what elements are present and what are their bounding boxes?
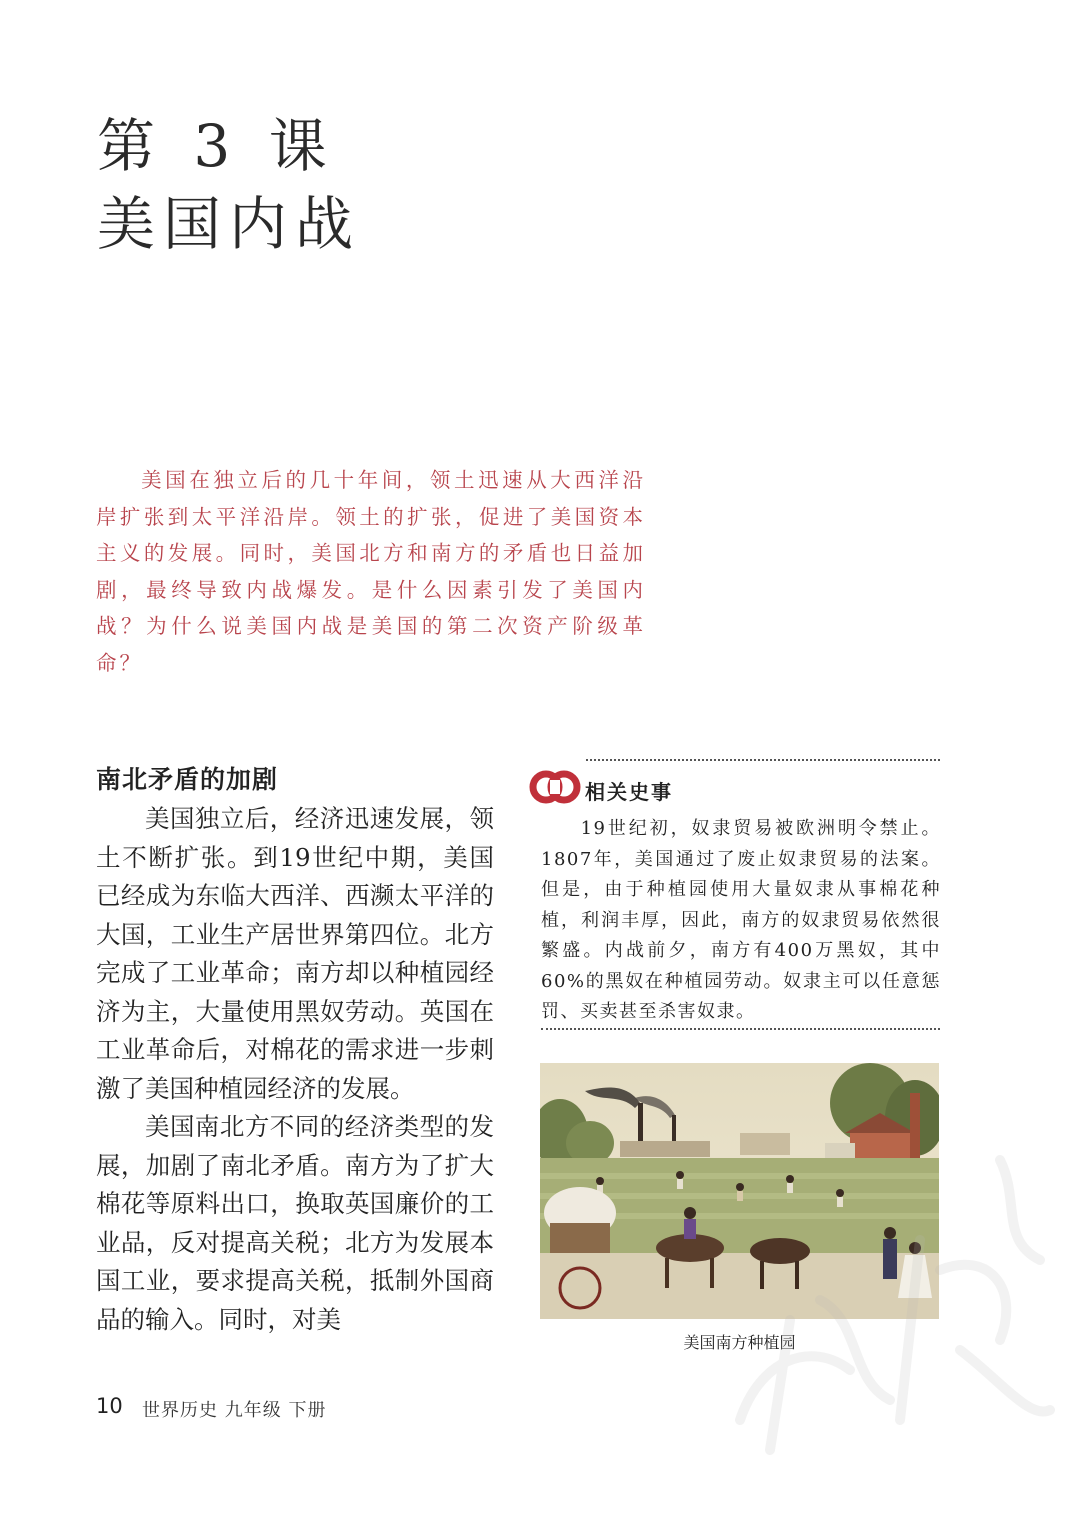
lesson-number: 第 3 课	[97, 112, 337, 180]
section-body	[96, 800, 494, 1339]
watermark-graphic	[700, 1120, 1080, 1500]
sidebar-heading: 相关史事	[585, 780, 673, 804]
figure-caption: 美国南方种植园	[683, 1333, 796, 1352]
body-paragraph-1: 美国独立后，经济迅速发展，领土不断扩张。到19世纪中期，美国已经成为东临大西洋、西濒太平洋的大国，工业生产居世界第四位。北方完成了工业革命；南方却以种植园经济为主，大量使用黑奴劳动。英国在工业革命后，对棉花的需求进一步刺激了美国种植园经济的发展。	[96, 804, 494, 1103]
section-title: 南北矛盾的加剧	[96, 765, 279, 794]
sidebar-bottom-divider	[541, 1028, 940, 1030]
sidebar-top-divider	[586, 759, 940, 761]
lesson-title: 美国内战	[97, 190, 362, 258]
sidebar-text: 19世纪初，奴隶贸易被欧洲明令禁止。1807年，美国通过了废止奴隶贸易的法案。但是，由于种植园使用大量奴隶从事棉花种植，利润丰厚，因此，南方的奴隶贸易依然很繁盛。内战前夕，南方有400万黑奴，其中60%的黑奴在种植园劳动。奴隶主可以任意惩罚、买卖甚至杀害奴隶。	[541, 818, 941, 1022]
book-title: 世界历史 九年级 下册	[142, 1400, 327, 1421]
page-number: 10	[96, 1394, 123, 1418]
related-history-icon	[529, 765, 581, 809]
body-paragraph-2: 美国南北方不同的经济类型的发展，加剧了南北矛盾。南方为了扩大棉花等原料出口，换取英国廉价的工业品，反对提高关税；北方为发展本国工业，要求提高关税，抵制外国商品的输入。同时，对美	[96, 1112, 494, 1334]
intro-paragraph: 美国在独立后的几十年间，领土迅速从大西洋沿岸扩张到太平洋沿岸。领土的扩张，促进了美国资本主义的发展。同时，美国北方和南方的矛盾也日益加剧，最终导致内战爆发。是什么因素引发了美国内战？为什么说美国内战是美国的第二次资产阶级革命？	[96, 468, 646, 675]
